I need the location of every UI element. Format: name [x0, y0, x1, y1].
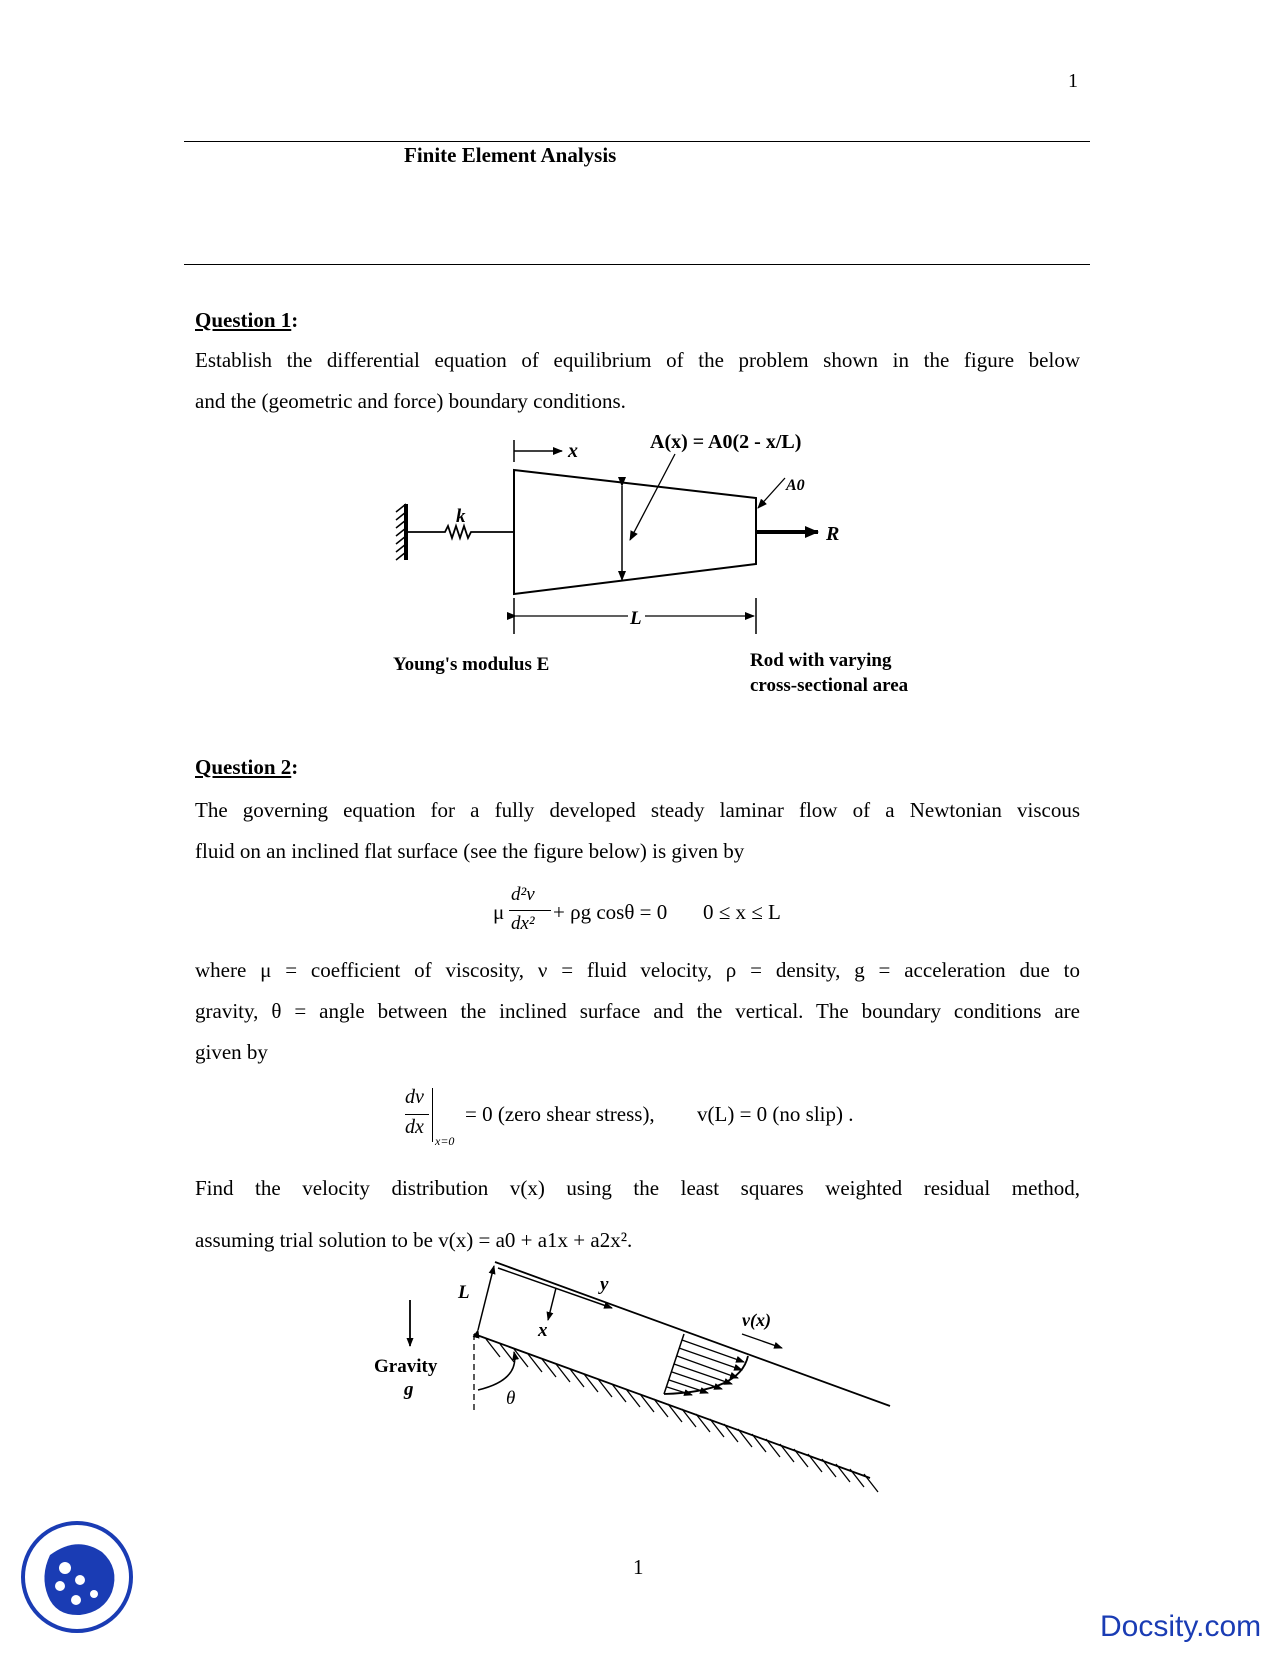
theta-label: θ: [506, 1388, 516, 1409]
question-2-find-line-1: Find the velocity distribution v(x) using the least squares weighted residual method,: [195, 1176, 1080, 1200]
x-axis-arrow-2: [548, 1288, 556, 1320]
theta-arc: [478, 1352, 515, 1390]
velocity-label-arrow: [742, 1334, 782, 1348]
question-1-line-2: and the (geometric and force) boundary conditions.: [195, 389, 626, 413]
eq-domain: 0 ≤ x ≤ L: [703, 900, 781, 924]
question-2-intro-line-2: fluid on an inclined flat surface (see the figure below) is given by: [195, 839, 745, 863]
question-1-heading-text: Question 1: [195, 308, 292, 332]
question-2-where-line-3: given by: [195, 1040, 268, 1064]
question-2-colon: :: [291, 755, 299, 779]
question-2-where-line-2: gravity, θ = angle between the inclined surface and the vertical. The boundary conditions are: [195, 999, 1080, 1023]
velocity-label: v(x): [742, 1310, 771, 1330]
rod-caption-line-1: Rod with varying: [750, 650, 892, 671]
fig2-l-label: L: [458, 1282, 470, 1303]
spring-label: k: [456, 506, 466, 527]
eq-mu: μ: [493, 900, 505, 924]
velocity-profile: [664, 1334, 748, 1395]
fig2-y-label: y: [600, 1274, 609, 1295]
bc-denominator: dx: [405, 1116, 424, 1138]
question-1-line-1: Establish the differential equation of equilibrium of the problem shown in the figure below: [195, 348, 1080, 372]
question-2-intro-line-1: The governing equation for a fully developed steady laminar flow of a Newtonian viscous: [195, 798, 1080, 822]
area-end-label: A0: [786, 477, 805, 494]
docsity-brand-link[interactable]: Docsity.com: [1100, 1610, 1262, 1643]
page-number-bottom: 1: [633, 1555, 644, 1579]
rod-caption-line-2: cross-sectional area: [750, 675, 909, 696]
eq-denominator: dx²: [511, 913, 535, 934]
gravity-g-label: g: [404, 1379, 414, 1400]
bc-subscript: x=0: [435, 1134, 455, 1148]
page-number-top: 1: [1068, 70, 1078, 92]
fig1-x-label: x: [568, 440, 578, 462]
wall-hatching: [486, 1339, 878, 1492]
docsity-logo-icon[interactable]: [20, 1520, 135, 1635]
force-label: R: [826, 523, 840, 545]
y-axis-arrow: [498, 1268, 612, 1308]
question-2-find-line-2: assuming trial solution to be v(x) = a0 + a1x + a2x².: [195, 1228, 633, 1252]
area-formula-label: A(x) = A0(2 - x/L): [650, 431, 802, 453]
bc-numerator: dv: [405, 1086, 424, 1108]
bc-text-1: = 0 (zero shear stress),: [465, 1102, 655, 1126]
eq-numerator: d²v: [511, 884, 535, 905]
length-label: L: [630, 608, 642, 629]
free-surface: [495, 1262, 890, 1406]
eq-rest: + ρg cosθ = 0: [553, 900, 668, 924]
thickness-arrow: [478, 1266, 494, 1330]
document-title: Finite Element Analysis: [404, 143, 617, 167]
fig2-x-label: x: [538, 1320, 548, 1341]
bc-text-2: v(L) = 0 (no slip) .: [697, 1102, 854, 1126]
gravity-label: Gravity: [374, 1356, 438, 1377]
question-1-colon: :: [291, 308, 299, 332]
modulus-caption: Young's modulus E: [393, 654, 550, 675]
question-2-where-line-1: where μ = coefficient of viscosity, ν = fluid velocity, ρ = density, g = acceleration due to: [195, 958, 1080, 982]
question-2-heading-text: Question 2: [195, 755, 292, 779]
